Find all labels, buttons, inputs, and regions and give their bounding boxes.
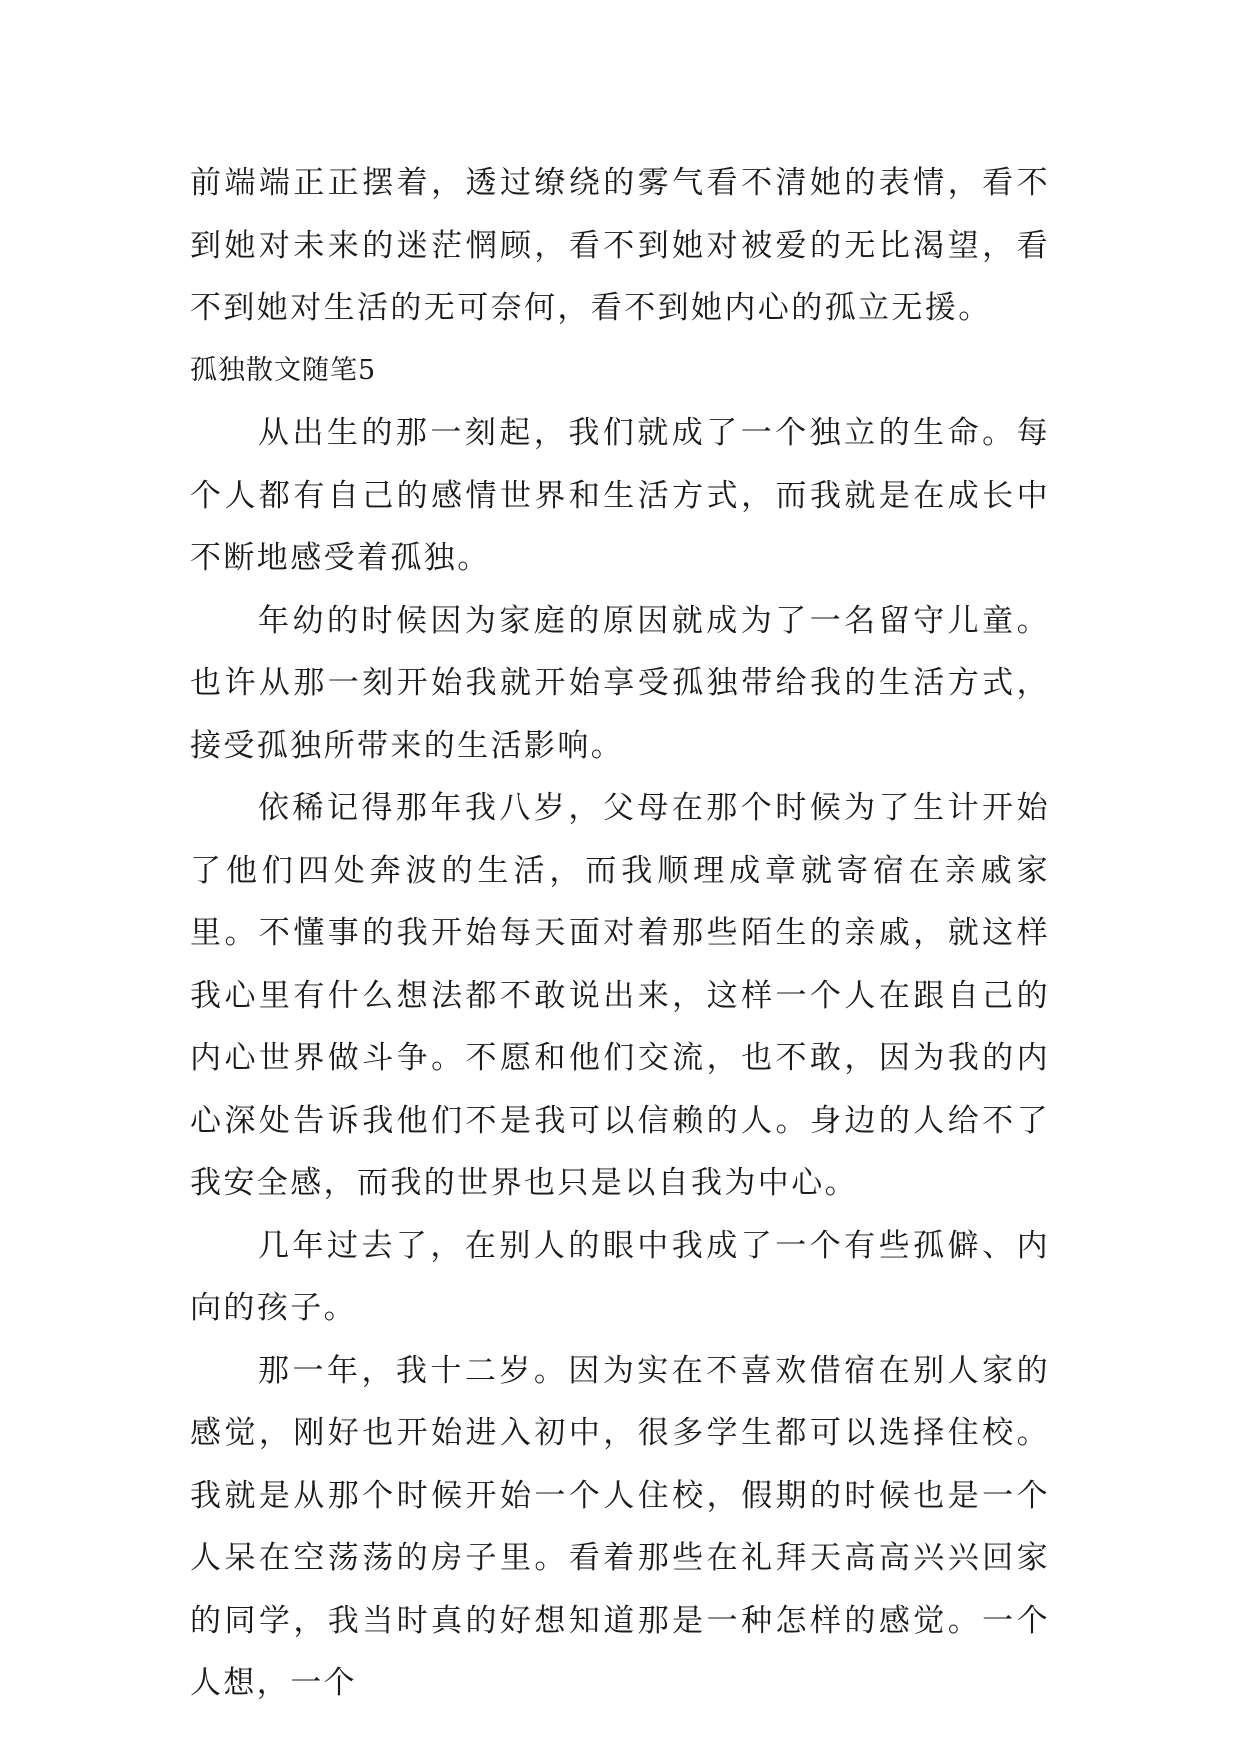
paragraph-2: 年幼的时候因为家庭的原因就成为了一名留守儿童。也许从那一刻开始我就开始享受孤独带给我的生活方式，接受孤独所带来的生活影响。 [190, 602, 1050, 764]
continuation-paragraph: 前端端正正摆着，透过缭绕的雾气看不清她的表情，看不到她对未来的迷茫惘顾，看不到她对被爱的无比渴望，看不到她对生活的无可奈何，看不到她内心的孤立无援。 [190, 165, 1050, 326]
paragraph-4: 几年过去了，在别人的眼中我成了一个有些孤僻、内向的孩子。 [190, 1227, 1050, 1326]
paragraph-5: 那一年，我十二岁。因为实在不喜欢借宿在别人家的感觉，刚好也开始进入初中，很多学生都可以选择住校。我就是从那个时候开始一个人住校，假期的时候也是一个人呆在空荡荡的房子里。看着那些在礼拜天高高兴兴回家的同学，我当时真的好想知道那是一种怎样的感觉。一个人想，一个 [190, 1352, 1050, 1701]
paragraph-1: 从出生的那一刻起，我们就成了一个独立的生命。每个人都有自己的感情世界和生活方式，而我就是在成长中不断地感受着孤独。 [190, 415, 1050, 576]
section-title: 孤独散文随笔5 [190, 354, 377, 386]
document-page [190, 152, 1050, 1715]
paragraph-3: 依稀记得那年我八岁，父母在那个时候为了生计开始了他们四处奔波的生活，而我顺理成章就寄宿在亲戚家里。不懂事的我开始每天面对着那些陌生的亲戚，就这样我心里有什么想法都不敢说出来，这样一个人在跟自己的内心世界做斗争。不愿和他们交流，也不敢，因为我的内心深处告诉我他们不是我可以信赖的人。身边的人给不了我安全感，而我的世界也只是以自我为中心。 [190, 790, 1050, 1201]
